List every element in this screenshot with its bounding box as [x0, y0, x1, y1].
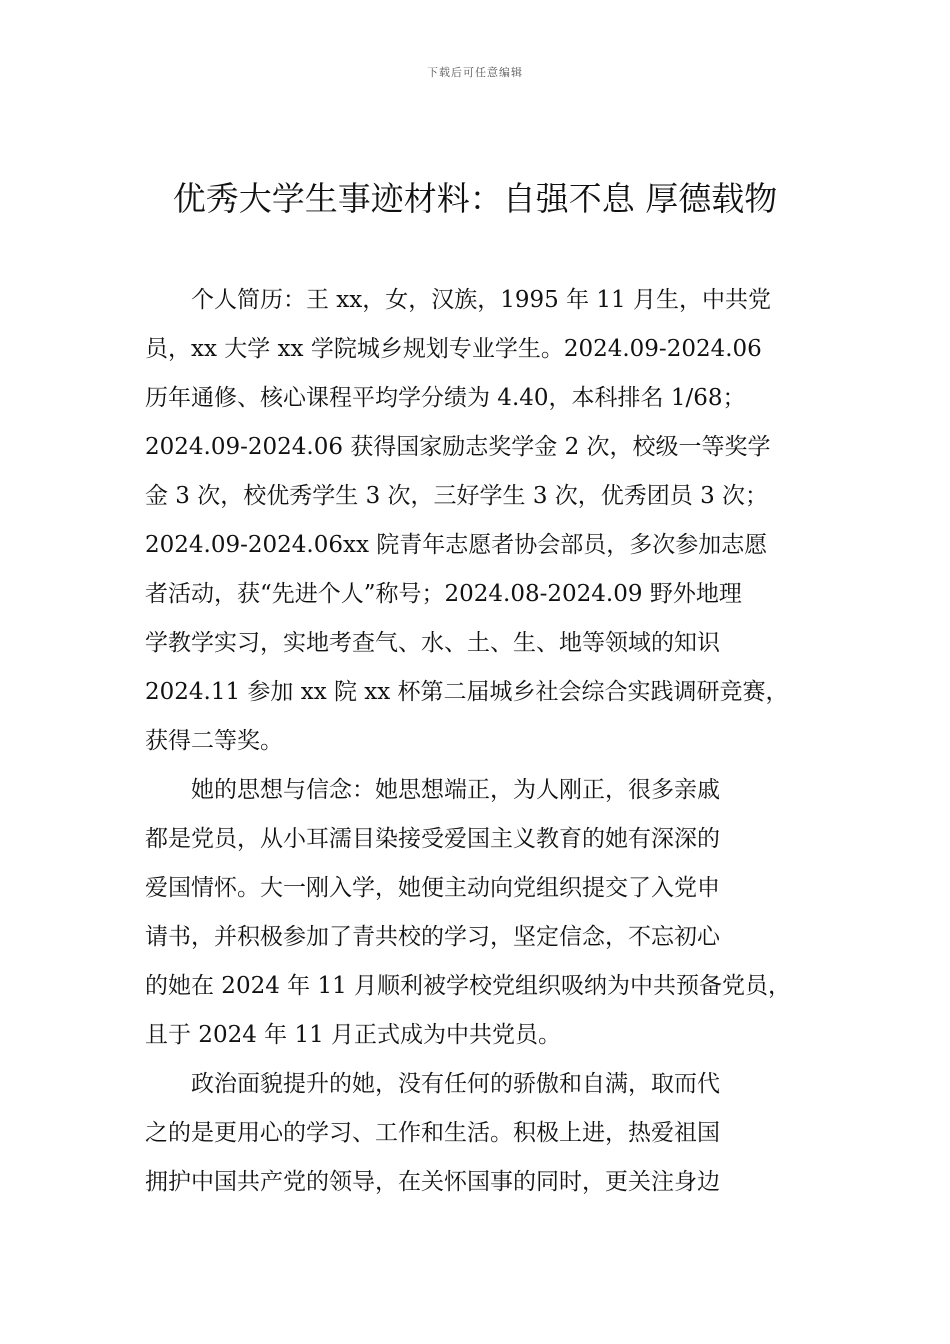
text-line: 之的是更用心的学习、工作和生活。积极上进，热爱祖国	[145, 1120, 720, 1146]
text-line: 政治面貌提升的她，没有任何的骄傲和自满，取而代	[191, 1071, 720, 1097]
paragraph-political	[145, 1060, 825, 1207]
document-body	[145, 276, 825, 1207]
text-line: 者活动，获“先进个人”称号；2024.08-2024.09 野外地理	[145, 581, 742, 607]
text-line: 的她在 2024 年 11 月顺利被学校党组织吸纳为中共预备党员，	[145, 973, 792, 999]
text-line: 拥护中国共产党的领导，在关怀国事的同时，更关注身边	[145, 1169, 720, 1195]
text-line: 2024.09-2024.06 获得国家励志奖学金 2 次，校级一等奖学	[145, 434, 771, 460]
document-title: 优秀大学生事迹材料：自强不息 厚德载物	[172, 179, 778, 218]
text-line: 学教学实习，实地考查气、水、土、生、地等领域的知识	[145, 630, 720, 656]
text-line: 她的思想与信念：她思想端正，为人刚正，很多亲戚	[191, 777, 720, 803]
text-line: 历年通修、核心课程平均学分绩为 4.40，本科排名 1/68；	[145, 385, 746, 411]
header-note: 下载后可任意编辑	[427, 66, 523, 79]
text-line: 2024.11 参加 xx 院 xx 杯第二届城乡社会综合实践调研竞赛，	[145, 679, 789, 705]
text-line: 个人简历：王 xx，女，汉族，1995 年 11 月生，中共党	[191, 287, 771, 313]
text-line: 员，xx 大学 xx 学院城乡规划专业学生。2024.09-2024.06	[145, 336, 762, 362]
text-line: 且于 2024 年 11 月正式成为中共党员。	[145, 1022, 562, 1048]
paragraph-resume	[145, 276, 825, 766]
text-line: 获得二等奖。	[145, 728, 283, 754]
text-line: 请书，并积极参加了青共校的学习，坚定信念，不忘初心	[145, 924, 720, 950]
text-line: 2024.09-2024.06xx 院青年志愿者协会部员，多次参加志愿	[145, 532, 768, 558]
paragraph-beliefs	[145, 766, 825, 1060]
text-line: 金 3 次，校优秀学生 3 次，三好学生 3 次，优秀团员 3 次；	[145, 483, 769, 509]
text-line: 爱国情怀。大一刚入学，她便主动向党组织提交了入党申	[145, 875, 720, 901]
text-line: 都是党员，从小耳濡目染接受爱国主义教育的她有深深的	[145, 826, 720, 852]
